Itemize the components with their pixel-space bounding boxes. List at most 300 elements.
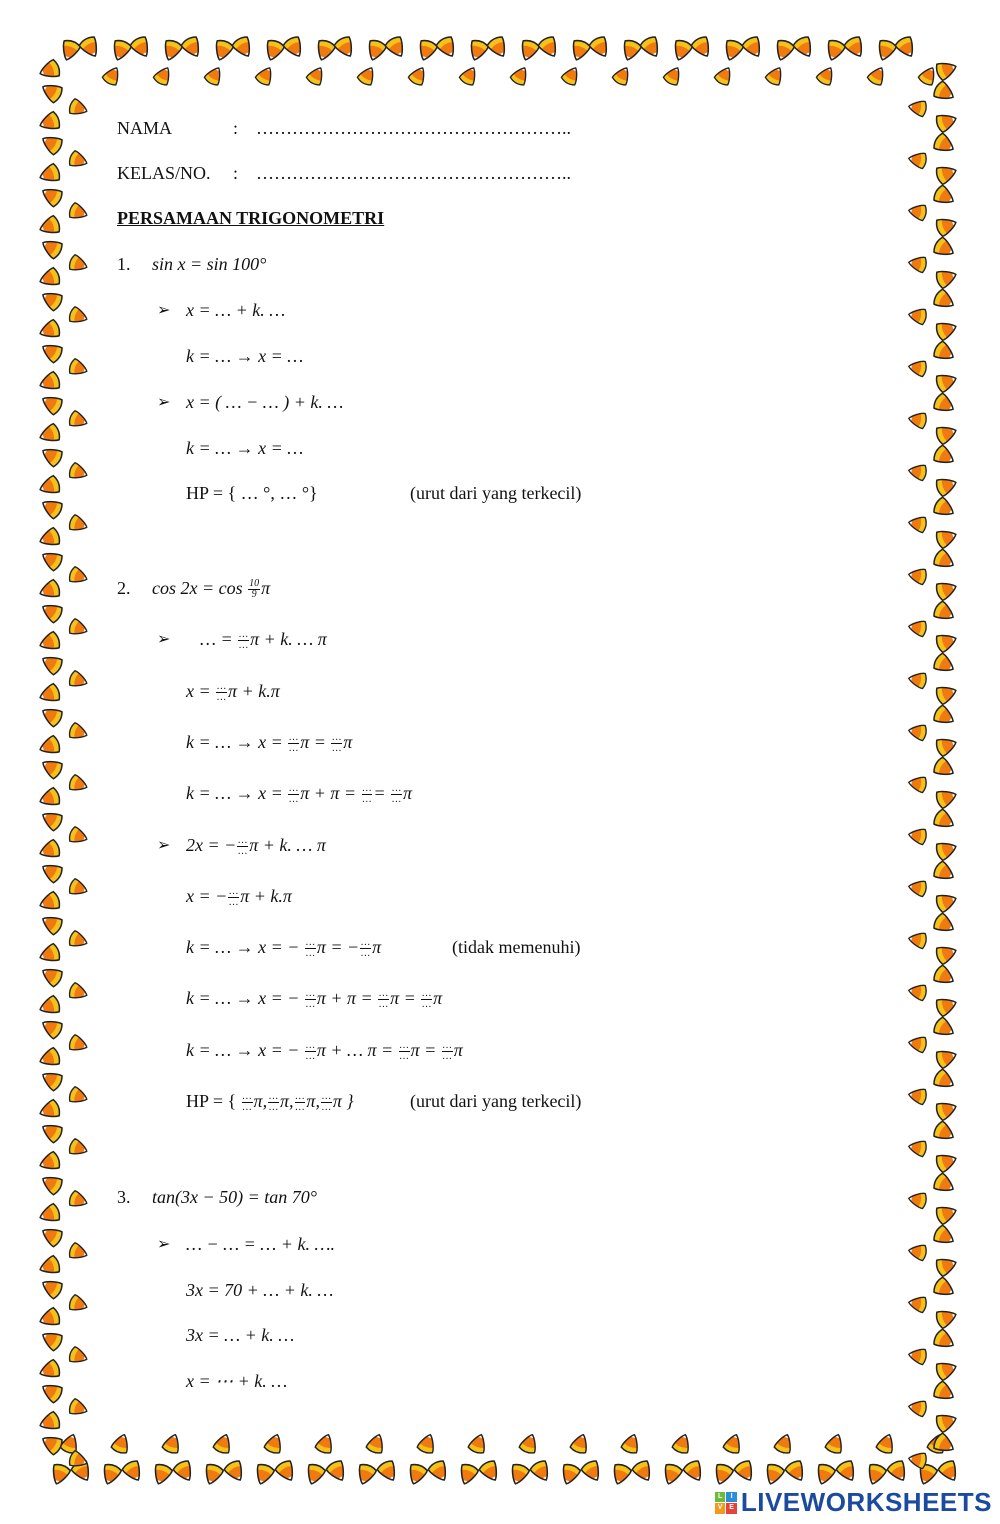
candy-corn-icon xyxy=(58,39,81,63)
candy-corn-icon xyxy=(682,1459,707,1484)
candy-corn-icon xyxy=(354,1463,377,1487)
candy-corn-icon xyxy=(937,1459,962,1484)
candy-corn-icon xyxy=(231,35,256,60)
candy-corn-icon xyxy=(926,1432,948,1455)
candy-corn-icon xyxy=(37,59,61,82)
candy-corn-icon xyxy=(639,35,664,60)
candy-corn-icon xyxy=(935,1202,959,1225)
candy-corn-icon xyxy=(39,963,64,988)
candy-corn-icon xyxy=(39,443,64,468)
liveworksheets-logo[interactable] xyxy=(715,1487,992,1518)
logo-letter: I xyxy=(726,1492,737,1503)
candy-corn-icon xyxy=(37,943,61,966)
logo-letter: E xyxy=(726,1503,737,1514)
q1-equation: sin x = sin 100° xyxy=(152,254,267,274)
candy-corn-icon xyxy=(935,474,959,497)
candy-corn-icon xyxy=(37,267,61,290)
candy-corn-icon xyxy=(37,1411,61,1434)
q3-line-3: 3x = … + k. … xyxy=(186,1325,295,1345)
candy-corn-icon xyxy=(660,1463,683,1487)
candy-corn-icon xyxy=(762,1463,785,1487)
candy-corn-icon xyxy=(478,1459,503,1484)
candy-corn-icon xyxy=(935,58,959,81)
candy-corn-icon xyxy=(835,1459,860,1484)
candy-corn-icon xyxy=(907,203,927,221)
candy-corn-icon xyxy=(70,1459,95,1484)
candy-corn-icon xyxy=(48,1463,71,1487)
candy-corn-icon xyxy=(333,35,358,60)
candy-corn-icon xyxy=(935,1306,959,1329)
arrow-bullet-icon: ➢ xyxy=(157,837,171,854)
candy-corn-icon xyxy=(39,651,64,676)
candy-corn-icon xyxy=(907,827,927,845)
candy-corn-icon xyxy=(932,184,957,209)
candy-corn-icon xyxy=(68,358,90,378)
candy-corn-icon xyxy=(907,1399,927,1417)
candy-corn-icon xyxy=(37,995,61,1018)
class-separator: : xyxy=(233,163,239,183)
candy-corn-icon xyxy=(935,526,959,549)
candy-corn-icon xyxy=(815,64,837,87)
candy-corn-icon xyxy=(39,79,64,104)
candy-corn-icon xyxy=(773,1432,795,1455)
candy-corn-icon xyxy=(68,514,90,534)
candy-corn-icon xyxy=(620,1432,642,1455)
candy-corn-icon xyxy=(68,1398,90,1418)
candy-corn-icon xyxy=(932,964,957,989)
candy-corn-icon xyxy=(314,1432,336,1455)
candy-corn-icon xyxy=(37,527,61,550)
candy-corn-icon xyxy=(305,64,327,87)
candy-corn-icon xyxy=(37,1151,61,1174)
candy-corn-icon xyxy=(37,163,61,186)
logo-letter: L xyxy=(715,1492,726,1503)
q3-line-2: 3x = 70 + … + k. … xyxy=(186,1280,334,1300)
candy-corn-icon xyxy=(935,162,959,185)
q3-line-1: … − … = … + k. …. xyxy=(186,1234,335,1254)
candy-corn-icon xyxy=(254,64,276,87)
candy-corn-icon xyxy=(932,236,957,261)
q1-line-3: x = ( … − … ) + k. … xyxy=(186,392,344,412)
candy-corn-icon xyxy=(932,496,957,521)
candy-corn-icon xyxy=(932,808,957,833)
candy-corn-icon xyxy=(39,1379,64,1404)
candy-corn-icon xyxy=(932,1224,957,1249)
candy-corn-icon xyxy=(263,1432,285,1455)
candy-corn-icon xyxy=(68,1190,90,1210)
q2-line-7: k = … → x = − $\frac{\dots}{\dots}$ π = − $\frac{\dots}{\dots}$ π xyxy=(186,937,382,960)
candy-corn-icon xyxy=(721,39,744,63)
candy-corn-icon xyxy=(537,35,562,60)
candy-corn-icon xyxy=(733,1459,758,1484)
candy-corn-icon xyxy=(662,64,684,87)
q2-number: 2. xyxy=(117,578,131,598)
candy-corn-icon xyxy=(466,39,489,63)
q2-line-2: x = $\frac{\dots}{\dots}$ π + k.π xyxy=(186,681,280,704)
candy-corn-icon xyxy=(915,1463,938,1487)
candy-corn-icon xyxy=(932,860,957,885)
candy-corn-icon xyxy=(932,1328,957,1353)
candy-corn-icon xyxy=(110,1432,132,1455)
arrow-bullet-icon: ➢ xyxy=(157,394,171,411)
candy-corn-icon xyxy=(37,787,61,810)
candy-corn-icon xyxy=(671,1432,693,1455)
candy-corn-icon xyxy=(907,1191,927,1209)
candy-corn-icon xyxy=(39,1067,64,1092)
candy-corn-icon xyxy=(37,371,61,394)
candy-corn-icon xyxy=(303,1463,326,1487)
candy-corn-icon xyxy=(824,1432,846,1455)
candy-corn-icon xyxy=(935,630,959,653)
candy-corn-icon xyxy=(932,1068,957,1093)
candy-corn-icon xyxy=(935,942,959,965)
candy-corn-icon xyxy=(907,671,927,689)
candy-corn-icon xyxy=(68,722,90,742)
name-row xyxy=(117,117,172,139)
candy-corn-icon xyxy=(907,1347,927,1365)
candy-corn-icon xyxy=(39,547,64,572)
candy-corn-icon xyxy=(907,1295,927,1313)
candy-corn-icon xyxy=(609,1463,632,1487)
candy-corn-icon xyxy=(282,35,307,60)
candy-corn-icon xyxy=(935,1150,959,1173)
candy-corn-icon xyxy=(325,1459,350,1484)
candy-corn-icon xyxy=(313,39,336,63)
candy-corn-icon xyxy=(39,1171,64,1196)
candy-corn-icon xyxy=(843,35,868,60)
candy-corn-icon xyxy=(37,579,61,602)
candy-corn-icon xyxy=(39,755,64,780)
candy-corn-icon xyxy=(772,39,795,63)
candy-corn-icon xyxy=(507,1463,530,1487)
q2-line-6: x = − $\frac{\dots}{\dots}$ π + k.π xyxy=(186,886,292,909)
candy-corn-icon xyxy=(68,1086,90,1106)
candy-corn-icon xyxy=(932,548,957,573)
q2-equation: cos 2x = cos $\frac{10}{9}$ π xyxy=(152,578,271,601)
candy-corn-icon xyxy=(907,775,927,793)
candy-corn-icon xyxy=(121,1459,146,1484)
candy-corn-icon xyxy=(932,392,957,417)
candy-corn-icon xyxy=(37,735,61,758)
q2-note: (urut dari yang terkecil) xyxy=(410,1091,582,1111)
candy-corn-icon xyxy=(39,1015,64,1040)
candy-corn-icon xyxy=(101,64,123,87)
class-label: KELAS/NO. xyxy=(117,163,211,183)
candy-corn-icon xyxy=(866,64,888,87)
candy-corn-icon xyxy=(415,39,438,63)
candy-corn-icon xyxy=(274,1459,299,1484)
candy-corn-icon xyxy=(932,444,957,469)
candy-corn-icon xyxy=(813,1463,836,1487)
candy-corn-icon xyxy=(39,495,64,520)
candy-corn-icon xyxy=(932,1016,957,1041)
candy-corn-icon xyxy=(68,1242,90,1262)
candy-corn-icon xyxy=(68,98,90,118)
candy-corn-icon xyxy=(68,202,90,222)
candy-corn-icon xyxy=(907,1451,927,1469)
q2-line-7-note: (tidak memenuhi) xyxy=(452,937,581,957)
q2-line-4: k = … → x = $\frac{\dots}{\dots}$ π + π = $\frac{\dots}{\dots}$ = $\frac{\dots}{\dots}$ π xyxy=(186,783,413,806)
candy-corn-icon xyxy=(435,35,460,60)
candy-corn-icon xyxy=(37,423,61,446)
candy-corn-icon xyxy=(907,515,927,533)
candy-corn-icon xyxy=(907,255,927,273)
page-title: PERSAMAAN TRIGONOMETRI xyxy=(117,208,385,228)
q2-line-5: 2x = − $\frac{\dots}{\dots}$ π + k. … π xyxy=(186,835,326,858)
liveworksheets-icon xyxy=(715,1492,737,1514)
candy-corn-icon xyxy=(172,1459,197,1484)
candy-corn-icon xyxy=(37,319,61,342)
name-separator: : xyxy=(233,118,239,138)
candy-corn-icon xyxy=(784,1459,809,1484)
candy-corn-icon xyxy=(37,1047,61,1070)
candy-corn-icon xyxy=(150,1463,173,1487)
candy-corn-icon xyxy=(405,1463,428,1487)
candy-corn-icon xyxy=(864,1463,887,1487)
q2-hp: HP = { $\frac{\dots}{\dots}$ π, $\frac{\dots}{\dots}$ π, $\frac{\dots}{\dots}$ π, $\frac{\dots}{\dots}$ π } xyxy=(186,1091,354,1114)
candy-corn-icon xyxy=(37,1203,61,1226)
arrow-bullet-icon: ➢ xyxy=(157,631,171,648)
candy-corn-icon xyxy=(907,1243,927,1261)
candy-corn-icon xyxy=(935,1254,959,1277)
candy-corn-icon xyxy=(875,1432,897,1455)
candy-corn-icon xyxy=(932,600,957,625)
candy-corn-icon xyxy=(907,931,927,949)
candy-corn-icon xyxy=(935,266,959,289)
candy-corn-icon xyxy=(935,786,959,809)
candy-corn-icon xyxy=(935,318,959,341)
candy-corn-icon xyxy=(711,1463,734,1487)
candy-corn-icon xyxy=(894,35,919,60)
candy-corn-icon xyxy=(741,35,766,60)
arrow-bullet-icon: ➢ xyxy=(157,1236,171,1253)
candy-corn-icon xyxy=(935,578,959,601)
candy-corn-icon xyxy=(39,1223,64,1248)
q3-equation: tan(3x − 50) = tan 70° xyxy=(152,1187,317,1207)
candy-corn-icon xyxy=(935,422,959,445)
candy-corn-icon xyxy=(907,359,927,377)
candy-corn-icon xyxy=(37,631,61,654)
candy-corn-icon xyxy=(39,235,64,260)
candy-corn-icon xyxy=(68,1294,90,1314)
candy-corn-icon xyxy=(932,1276,957,1301)
candy-corn-icon xyxy=(907,983,927,1001)
candy-corn-icon xyxy=(37,475,61,498)
candy-corn-icon xyxy=(935,994,959,1017)
candy-corn-icon xyxy=(356,64,378,87)
q2-line-8: k = … → x = − $\frac{\dots}{\dots}$ π + π = $\frac{\dots}{\dots}$ π = $\frac{\dots}{\dots}$ π xyxy=(186,988,443,1011)
q3-line-4: x = ⋯ + k. … xyxy=(186,1371,288,1391)
candy-corn-icon xyxy=(37,891,61,914)
class-field[interactable]: …………………………………………….. xyxy=(256,163,571,183)
q1-hp: HP = { … °, … °} xyxy=(186,483,318,503)
candy-corn-icon xyxy=(37,1099,61,1122)
candy-corn-icon xyxy=(68,982,90,1002)
candy-corn-icon xyxy=(509,64,531,87)
candy-corn-icon xyxy=(68,826,90,846)
name-field[interactable]: …………………………………………….. xyxy=(256,118,571,138)
candy-corn-icon xyxy=(764,64,786,87)
q1-note: (urut dari yang terkecil) xyxy=(410,483,582,503)
q3-number: 3. xyxy=(117,1187,131,1207)
candy-corn-icon xyxy=(364,39,387,63)
candy-corn-icon xyxy=(568,39,591,63)
candy-corn-icon xyxy=(935,1046,959,1069)
candy-corn-icon xyxy=(935,214,959,237)
candy-corn-icon xyxy=(39,599,64,624)
candy-corn-icon xyxy=(68,150,90,170)
candy-corn-icon xyxy=(458,64,480,87)
candy-corn-icon xyxy=(37,683,61,706)
q1-line-4: k = … → x = … xyxy=(186,438,304,458)
candy-corn-icon xyxy=(252,1463,275,1487)
candy-corn-icon xyxy=(68,774,90,794)
candy-corn-icon xyxy=(59,1432,81,1455)
candy-corn-icon xyxy=(935,110,959,133)
candy-corn-icon xyxy=(39,703,64,728)
candy-corn-icon xyxy=(932,1432,957,1457)
candy-corn-icon xyxy=(932,912,957,937)
candy-corn-icon xyxy=(907,1035,927,1053)
candy-corn-icon xyxy=(932,132,957,157)
candy-corn-icon xyxy=(212,1432,234,1455)
candy-corn-icon xyxy=(932,80,957,105)
candy-corn-icon xyxy=(37,1307,61,1330)
candy-corn-icon xyxy=(152,64,174,87)
candy-corn-icon xyxy=(427,1459,452,1484)
candy-corn-icon xyxy=(416,1432,438,1455)
candy-corn-icon xyxy=(907,307,927,325)
candy-corn-icon xyxy=(935,1358,959,1381)
candy-corn-icon xyxy=(907,151,927,169)
candy-corn-icon xyxy=(68,618,90,638)
candy-corn-icon xyxy=(932,340,957,365)
candy-corn-icon xyxy=(384,35,409,60)
candy-corn-icon xyxy=(201,1463,224,1487)
candy-corn-icon xyxy=(569,1432,591,1455)
candy-corn-icon xyxy=(39,1431,64,1456)
candy-corn-icon xyxy=(78,35,103,60)
candy-corn-icon xyxy=(68,670,90,690)
candy-corn-icon xyxy=(935,1410,959,1433)
candy-corn-icon xyxy=(713,64,735,87)
candy-corn-icon xyxy=(932,288,957,313)
candy-corn-icon xyxy=(932,1120,957,1145)
candy-corn-icon xyxy=(68,1138,90,1158)
candy-corn-icon xyxy=(456,1463,479,1487)
candy-corn-icon xyxy=(161,1432,183,1455)
candy-corn-icon xyxy=(37,111,61,134)
candy-corn-icon xyxy=(932,1380,957,1405)
candy-corn-icon xyxy=(917,64,939,87)
candy-corn-icon xyxy=(907,1087,927,1105)
candy-corn-icon xyxy=(518,1432,540,1455)
candy-corn-icon xyxy=(935,682,959,705)
candy-corn-icon xyxy=(935,890,959,913)
candy-corn-icon xyxy=(932,1172,957,1197)
candy-corn-icon xyxy=(935,838,959,861)
candy-corn-icon xyxy=(223,1459,248,1484)
candy-corn-icon xyxy=(160,39,183,63)
candy-corn-icon xyxy=(68,1034,90,1054)
candy-corn-icon xyxy=(37,215,61,238)
candy-corn-icon xyxy=(935,1098,959,1121)
candy-corn-icon xyxy=(68,1450,90,1470)
candy-corn-icon xyxy=(68,566,90,586)
candy-corn-icon xyxy=(68,462,90,482)
candy-corn-icon xyxy=(211,39,234,63)
candy-corn-icon xyxy=(39,911,64,936)
arrow-bullet-icon: ➢ xyxy=(157,302,171,319)
candy-corn-icon xyxy=(560,64,582,87)
candy-corn-icon xyxy=(907,879,927,897)
candy-corn-icon xyxy=(611,64,633,87)
candy-corn-icon xyxy=(690,35,715,60)
candy-corn-icon xyxy=(262,39,285,63)
candy-corn-icon xyxy=(407,64,429,87)
candy-corn-icon xyxy=(39,1327,64,1352)
q1-line-1: x = … + k. … xyxy=(186,300,286,320)
candy-corn-icon xyxy=(68,306,90,326)
candy-corn-icon xyxy=(68,930,90,950)
candy-corn-icon xyxy=(203,64,225,87)
candy-corn-icon xyxy=(99,1463,122,1487)
candy-corn-icon xyxy=(932,652,957,677)
candy-corn-icon xyxy=(907,619,927,637)
candy-corn-icon xyxy=(670,39,693,63)
candy-corn-icon xyxy=(109,39,132,63)
candy-corn-icon xyxy=(37,1255,61,1278)
candy-corn-icon xyxy=(39,339,64,364)
candy-corn-icon xyxy=(907,723,927,741)
candy-corn-icon xyxy=(39,807,64,832)
logo-letter: V xyxy=(715,1503,726,1514)
candy-corn-icon xyxy=(68,878,90,898)
candy-corn-icon xyxy=(39,131,64,156)
candy-corn-icon xyxy=(37,839,61,862)
candy-corn-icon xyxy=(467,1432,489,1455)
candy-corn-icon xyxy=(580,1459,605,1484)
candy-corn-icon xyxy=(376,1459,401,1484)
candy-corn-icon xyxy=(39,287,64,312)
candy-corn-icon xyxy=(631,1459,656,1484)
candy-corn-icon xyxy=(39,1275,64,1300)
q1-number: 1. xyxy=(117,254,131,274)
candy-corn-icon xyxy=(907,463,927,481)
candy-corn-icon xyxy=(907,99,927,117)
candy-corn-icon xyxy=(365,1432,387,1455)
candy-corn-icon xyxy=(886,1459,911,1484)
brand-name: LIVEWORKSHEETS xyxy=(740,1487,992,1517)
candy-corn-icon xyxy=(907,567,927,585)
candy-corn-icon xyxy=(558,1463,581,1487)
candy-corn-icon xyxy=(529,1459,554,1484)
q1-line-2: k = … → x = … xyxy=(186,346,304,366)
candy-corn-icon xyxy=(588,35,613,60)
candy-corn-icon xyxy=(932,704,957,729)
candy-corn-icon xyxy=(68,1346,90,1366)
candy-corn-icon xyxy=(619,39,642,63)
candy-corn-icon xyxy=(39,1119,64,1144)
candy-corn-icon xyxy=(68,254,90,274)
candy-corn-icon xyxy=(68,410,90,430)
candy-corn-icon xyxy=(874,39,897,63)
q2-line-9: k = … → x = − $\frac{\dots}{\dots}$ π + … π = $\frac{\dots}{\dots}$ π = $\frac{\dots}{\dots}$ π xyxy=(186,1040,463,1063)
candy-corn-icon xyxy=(792,35,817,60)
candy-corn-icon xyxy=(823,39,846,63)
candy-corn-icon xyxy=(39,391,64,416)
candy-corn-icon xyxy=(932,756,957,781)
